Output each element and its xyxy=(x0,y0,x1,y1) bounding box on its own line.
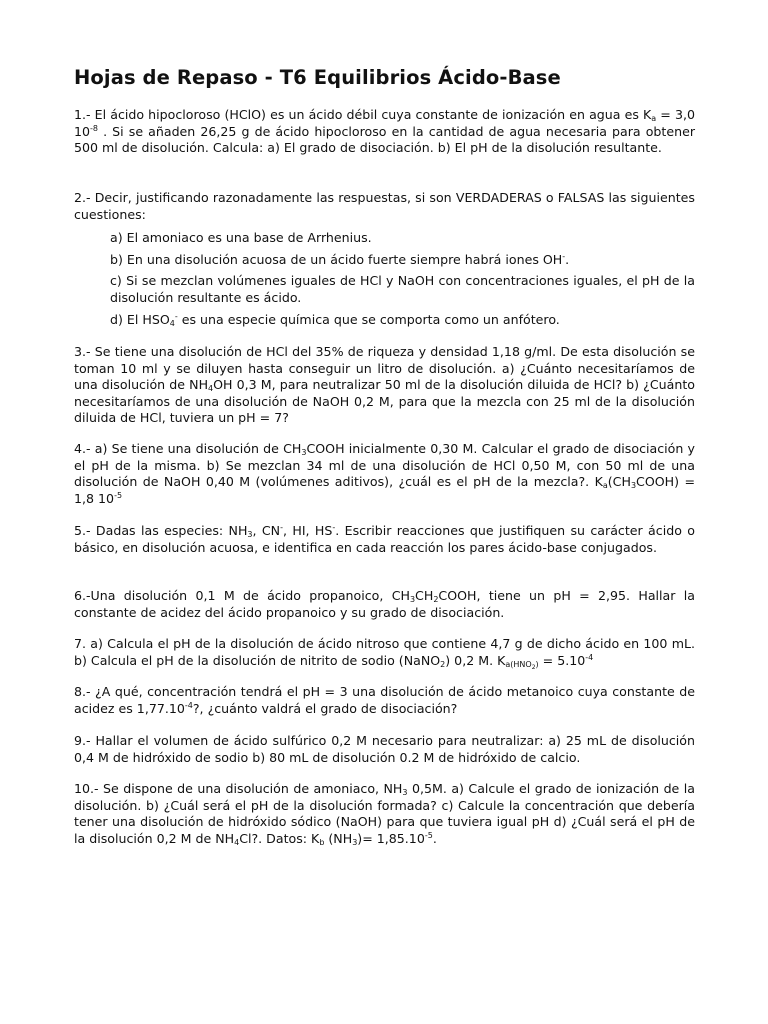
question-2-intro: 2.- Decir, justificando razonadamente las respuestas, si son VERDADERAS o FALSAS las siguientes cuestiones: xyxy=(74,190,695,222)
question-9: 9.- Hallar el volumen de ácido sulfúrico 0,2 M necesario para neutralizar: a) 25 mL de disolución 0,4 M de hidróxido de sodio b) 80 mL de disolución 0.2 M de hidróxido de calcio. xyxy=(74,733,695,765)
question-5: 5.- Dadas las especies: $NH_3$, CN-, HI, HS-. Escribir reacciones que justifiquen su carácter ácido o básico, en disolución acuosa, e identifica en cada reacción los pares ácido-base conjugados. xyxy=(74,523,695,555)
question-7: 7. a) Calcula el pH de la disolución de ácido nitroso que contiene 4,7 g de dicho ácido en 100 mL. b) Calcula el pH de la disolución de nitrito de sodio (NaNO$_2$) 0,2 M. $K_{a(HNO2)} = 5.10^{-4}$ xyxy=(74,636,695,671)
question-2-item-c: c) Si se mezclan volúmenes iguales de HCl y NaOH con concentraciones iguales, el pH de la disolución resultante es ácido. xyxy=(110,273,695,305)
document-title: Hojas de Repaso - T6 Equilibrios Ácido-Base xyxy=(74,66,561,89)
question-2-item-d: d) El $HSO_4^-$ es una especie química que se comporta como un anfótero. xyxy=(110,312,560,328)
question-1: 1.- El ácido hipocloroso (HClO) es un ácido débil cuya constante de ionización en agua es $K_a = 3,0$ $10^{-8}$ . Si se añaden 26,25 g de ácido hipocloroso en la cantidad de agua necesaria para obtener 500 ml de disolución. Calcula: a) El grado de disociación. b) El pH de la disolución resultante. xyxy=(74,107,695,156)
question-2-item-a: a) El amoniaco es una base de Arrhenius. xyxy=(110,230,372,245)
question-10: 10.- Se dispone de una disolución de amoniaco, $NH_3$ 0,5M. a) Calcule el grado de ionización de la disolución. b) ¿Cuál será el pH de la disolución formada? c) Calcule la concentración que debería tener una disolución de hidróxido sódico (NaOH) para que tuviera igual pH d) ¿Cuál será el pH de la disolución 0,2 M de $NH_4Cl$?. Datos: $K_b$ $(NH_3)= 1,85.10^{-5}$. xyxy=(74,781,695,847)
question-8: 8.- ¿A qué, concentración tendrá el pH = 3 una disolución de ácido metanoico cuya constante de acidez es $1,77.10^{-4}$?, ¿cuánto valdrá el grado de disociación? xyxy=(74,684,695,716)
question-6: 6.-Una disolución 0,1 M de ácido propanoico, $CH_3CH_2COOH$, tiene un pH = 2,95. Hallar la constante de acidez del ácido propanoico y su grado de disociación. xyxy=(74,588,695,620)
question-3: 3.- Se tiene una disolución de HCl del 35% de riqueza y densidad 1,18 g/ml. De esta disolución se toman 10 ml y se diluyen hasta conseguir un litro de disolución. a) ¿Cuánto necesitaríamos de una disolución de $NH_4OH$ 0,3 M, para neutralizar 50 ml de la disolución diluida de HCl? b) ¿Cuánto necesitaríamos de una disolución de NaOH 0,2 M, para que la mezcla con 25 ml de la disolución diluida de HCl, tuviera un pH = 7? xyxy=(74,344,695,426)
question-4: 4.- a) Se tiene una disolución de $CH_3COOH$ inicialmente 0,30 M. Calcular el grado de disociación y el pH de la misma. b) Se mezclan 34 ml de una disolución de HCl 0,50 M, con 50 ml de una disolución de NaOH 0,40 M (volúmenes aditivos), ¿cuál es el pH de la mezcla?. $K_a(CH_3COOH) = 1,8$ $10^{-5}$ xyxy=(74,441,695,506)
question-2-item-b: b) En una disolución acuosa de un ácido fuerte siempre habrá iones OH-. xyxy=(110,252,570,267)
